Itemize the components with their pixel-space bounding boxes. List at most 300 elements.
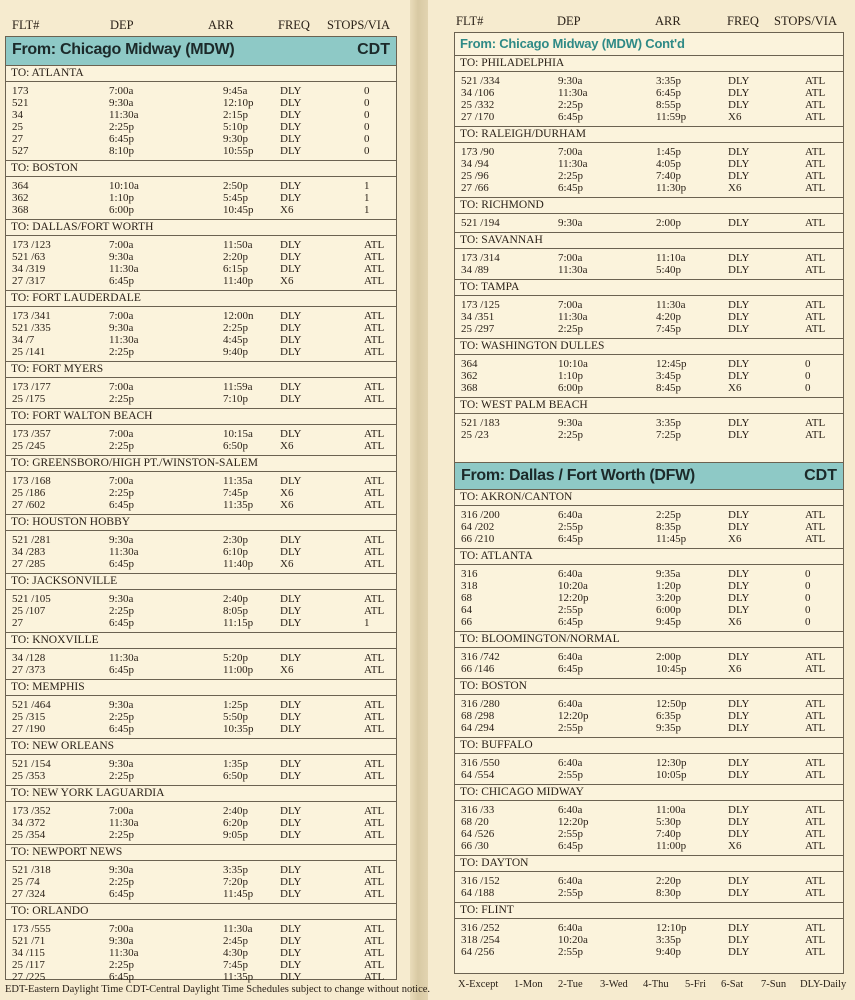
stops-via: ATL	[805, 111, 826, 123]
flight-row	[6, 805, 396, 817]
frequency: DLY	[728, 521, 750, 533]
stops-via: ATL	[805, 182, 826, 194]
departure-time: 9:30a	[109, 322, 134, 334]
departure-time: 7:00a	[558, 146, 583, 158]
frequency: DLY	[280, 393, 302, 405]
stops-via: ATL	[364, 334, 385, 346]
frequency: X6	[280, 440, 294, 452]
frequency: DLY	[280, 605, 302, 617]
destination-header: TO: NEW ORLEANS	[6, 739, 396, 755]
frequency: DLY	[728, 568, 750, 580]
stops-via: ATL	[805, 99, 826, 111]
origin-banner-dfw	[455, 463, 843, 490]
left-sections	[6, 66, 396, 986]
departure-time: 6:40a	[558, 651, 583, 663]
departure-time: 2:25p	[109, 770, 135, 782]
destination-header: TO: NEWPORT NEWS	[6, 845, 396, 861]
origin-zone-dfw: CDT	[804, 467, 837, 484]
arrival-time: 6:20p	[223, 817, 249, 829]
flight-group	[455, 648, 843, 679]
arrival-time: 7:10p	[223, 393, 249, 405]
departure-time: 2:55p	[558, 521, 584, 533]
flight-number: 318 /254	[461, 934, 500, 946]
departure-time: 7:00a	[109, 310, 134, 322]
flight-number: 27	[12, 617, 23, 629]
frequency: DLY	[728, 934, 750, 946]
flight-number: 521 /63	[12, 251, 46, 263]
stops-via: 1	[364, 204, 370, 216]
frequency: DLY	[728, 604, 750, 616]
departure-time: 10:20a	[558, 580, 588, 592]
flight-group	[6, 861, 396, 904]
stops-via: ATL	[805, 158, 826, 170]
flight-row	[6, 534, 396, 546]
flight-number: 27 /285	[12, 558, 46, 570]
destination-header: TO: HOUSTON HOBBY	[6, 515, 396, 531]
flight-row	[6, 192, 396, 204]
departure-time: 6:45p	[558, 663, 584, 675]
departure-time: 6:45p	[109, 558, 135, 570]
schedule-panel-right-bottom	[454, 462, 844, 974]
frequency-legend-item: X-Except	[458, 979, 499, 990]
flight-number: 364	[12, 180, 29, 192]
departure-time: 9:30a	[558, 75, 583, 87]
flight-number: 34 /128	[12, 652, 46, 664]
flight-group	[6, 696, 396, 739]
flight-number: 27 /373	[12, 664, 46, 676]
frequency: DLY	[280, 971, 302, 983]
departure-time: 9:30a	[558, 217, 583, 229]
flight-number: 27 /225	[12, 971, 46, 983]
frequency: X6	[728, 616, 742, 628]
stops-via: 0	[364, 145, 370, 157]
arrival-time: 2:15p	[223, 109, 249, 121]
frequency: X6	[280, 275, 294, 287]
departure-time: 7:00a	[109, 428, 134, 440]
frequency: DLY	[280, 346, 302, 358]
flight-row	[455, 887, 843, 899]
departure-time: 10:10a	[558, 358, 588, 370]
departure-time: 7:00a	[109, 85, 134, 97]
stops-via: ATL	[805, 663, 826, 675]
departure-time: 9:30a	[109, 251, 134, 263]
flight-group	[455, 801, 843, 856]
departure-time: 2:55p	[558, 828, 584, 840]
departure-time: 11:30a	[109, 334, 139, 346]
departure-time: 11:30a	[109, 817, 139, 829]
arrival-time: 7:20p	[223, 876, 249, 888]
departure-time: 2:25p	[558, 323, 584, 335]
frequency: DLY	[280, 699, 302, 711]
arrival-time: 5:30p	[656, 816, 682, 828]
flight-row	[6, 381, 396, 393]
frequency: DLY	[280, 546, 302, 558]
col-freq: FREQ	[727, 14, 759, 28]
stops-via: ATL	[805, 887, 826, 899]
flight-row	[6, 180, 396, 192]
stops-via: ATL	[364, 475, 385, 487]
flight-number: 316 /200	[461, 509, 500, 521]
departure-time: 2:25p	[109, 121, 135, 133]
arrival-time: 7:40p	[656, 170, 682, 182]
arrival-time: 5:20p	[223, 652, 249, 664]
flight-number: 27 /317	[12, 275, 46, 287]
origin-banner	[6, 37, 396, 66]
arrival-time: 3:35p	[223, 864, 249, 876]
flight-row	[455, 828, 843, 840]
frequency: DLY	[728, 769, 750, 781]
flight-group	[455, 695, 843, 738]
flight-row	[6, 617, 396, 629]
departure-time: 9:30a	[109, 758, 134, 770]
frequency: DLY	[728, 710, 750, 722]
frequency: DLY	[280, 758, 302, 770]
flight-number: 34 /351	[461, 311, 495, 323]
flight-row	[455, 592, 843, 604]
flight-number: 34 /89	[461, 264, 489, 276]
arrival-time: 5:45p	[223, 192, 249, 204]
stops-via: 0	[805, 358, 811, 370]
arrival-time: 1:45p	[656, 146, 682, 158]
frequency: DLY	[280, 121, 302, 133]
flight-row	[455, 299, 843, 311]
stops-via: ATL	[805, 311, 826, 323]
frequency: DLY	[280, 805, 302, 817]
flight-group	[6, 802, 396, 845]
departure-time: 6:45p	[109, 499, 135, 511]
destination-header: TO: RICHMOND	[455, 198, 843, 214]
departure-time: 6:40a	[558, 875, 583, 887]
col-stops: STOPS/VIA	[327, 18, 390, 32]
arrival-time: 2:30p	[223, 534, 249, 546]
flight-row	[6, 817, 396, 829]
departure-time: 11:30a	[109, 947, 139, 959]
frequency: DLY	[728, 757, 750, 769]
flight-group	[455, 919, 843, 961]
footer-legend-left: EDT-Eastern Daylight Time CDT-Central Daylight Time Schedules subject to change without notice.	[5, 984, 431, 995]
frequency: DLY	[728, 804, 750, 816]
arrival-time: 9:05p	[223, 829, 249, 841]
flight-row	[6, 770, 396, 782]
flight-row	[455, 75, 843, 87]
frequency: X6	[728, 840, 742, 852]
flight-number: 66	[461, 616, 472, 628]
arrival-time: 10:15a	[223, 428, 253, 440]
stops-via: ATL	[805, 417, 826, 429]
flight-number: 34 /94	[461, 158, 489, 170]
col-dep: DEP	[557, 14, 581, 28]
arrival-time: 2:40p	[223, 805, 249, 817]
destination-header: TO: BOSTON	[6, 161, 396, 177]
flight-row	[6, 699, 396, 711]
flight-number: 521 /71	[12, 935, 46, 947]
frequency: DLY	[728, 264, 750, 276]
departure-time: 6:40a	[558, 698, 583, 710]
arrival-time: 2:40p	[223, 593, 249, 605]
arrival-time: 7:25p	[656, 429, 682, 441]
stops-via: ATL	[364, 558, 385, 570]
frequency: X6	[280, 499, 294, 511]
flight-row	[6, 652, 396, 664]
flight-group	[455, 506, 843, 549]
col-freq: FREQ	[278, 18, 310, 32]
arrival-time: 11:59p	[656, 111, 687, 123]
departure-time: 1:10p	[109, 192, 135, 204]
departure-time: 7:00a	[109, 239, 134, 251]
stops-via: ATL	[805, 816, 826, 828]
flight-number: 25 /175	[12, 393, 46, 405]
arrival-time: 4:45p	[223, 334, 249, 346]
flight-number: 521 /183	[461, 417, 500, 429]
arrival-time: 11:30a	[656, 299, 686, 311]
arrival-time: 3:35p	[656, 417, 682, 429]
stops-via: ATL	[364, 534, 385, 546]
arrival-time: 5:40p	[656, 264, 682, 276]
departure-time: 11:30a	[558, 87, 588, 99]
departure-time: 9:30a	[109, 699, 134, 711]
flight-row	[455, 252, 843, 264]
departure-time: 2:25p	[558, 99, 584, 111]
departure-time: 2:25p	[109, 393, 135, 405]
flight-number: 25 /117	[12, 959, 45, 971]
flight-number: 34 /283	[12, 546, 46, 558]
frequency: DLY	[280, 923, 302, 935]
flight-row	[6, 829, 396, 841]
stops-via: 0	[805, 592, 811, 604]
destination-header: TO: ATLANTA	[6, 66, 396, 82]
departure-time: 2:25p	[109, 346, 135, 358]
flight-number: 64 /188	[461, 887, 495, 899]
flight-number: 173 /314	[461, 252, 500, 264]
flight-number: 64 /526	[461, 828, 495, 840]
flight-group	[455, 754, 843, 785]
destination-header: TO: KNOXVILLE	[6, 633, 396, 649]
flight-row	[6, 923, 396, 935]
flight-group	[455, 214, 843, 233]
flight-row	[6, 133, 396, 145]
flight-row	[455, 946, 843, 958]
flight-row	[455, 417, 843, 429]
departure-time: 12:20p	[558, 816, 589, 828]
stops-via: 0	[364, 133, 370, 145]
frequency: DLY	[280, 876, 302, 888]
frequency: DLY	[728, 370, 750, 382]
flight-row	[455, 580, 843, 592]
stops-via: 0	[805, 370, 811, 382]
frequency: DLY	[728, 99, 750, 111]
frequency: DLY	[280, 133, 302, 145]
frequency: X6	[280, 487, 294, 499]
departure-time: 1:10p	[558, 370, 584, 382]
flight-row	[6, 428, 396, 440]
flight-row	[455, 698, 843, 710]
flight-row	[6, 239, 396, 251]
flight-row	[455, 604, 843, 616]
stops-via: ATL	[364, 876, 385, 888]
departure-time: 2:25p	[558, 170, 584, 182]
flight-row	[6, 758, 396, 770]
flight-row	[6, 605, 396, 617]
frequency: DLY	[728, 323, 750, 335]
stops-via: ATL	[805, 87, 826, 99]
frequency: DLY	[280, 180, 302, 192]
flight-number: 25 /315	[12, 711, 46, 723]
flight-group	[6, 531, 396, 574]
col-stops: STOPS/VIA	[774, 14, 837, 28]
stops-via: ATL	[364, 758, 385, 770]
arrival-time: 2:50p	[223, 180, 249, 192]
flight-row	[455, 710, 843, 722]
stops-via: ATL	[805, 922, 826, 934]
arrival-time: 11:35a	[223, 475, 253, 487]
flight-row	[6, 85, 396, 97]
departure-time: 2:55p	[558, 946, 584, 958]
frequency-legend-item: 5-Fri	[685, 979, 706, 990]
flight-row	[6, 145, 396, 157]
flight-number: 27 /66	[461, 182, 489, 194]
col-flt: FLT#	[456, 14, 484, 28]
arrival-time: 2:20p	[223, 251, 249, 263]
flight-row	[6, 440, 396, 452]
frequency: DLY	[280, 888, 302, 900]
departure-time: 6:40a	[558, 757, 583, 769]
arrival-time: 11:45p	[223, 888, 254, 900]
frequency: X6	[728, 663, 742, 675]
arrival-time: 9:30p	[223, 133, 249, 145]
flight-group	[6, 82, 396, 161]
frequency: DLY	[280, 817, 302, 829]
flight-number: 64 /256	[461, 946, 495, 958]
frequency: DLY	[280, 947, 302, 959]
stops-via: ATL	[805, 804, 826, 816]
flight-number: 173 /341	[12, 310, 51, 322]
flight-row	[455, 568, 843, 580]
arrival-time: 11:00p	[223, 664, 254, 676]
frequency: DLY	[728, 429, 750, 441]
stops-via: ATL	[364, 923, 385, 935]
departure-time: 6:45p	[558, 840, 584, 852]
frequency-legend-item: 7-Sun	[761, 979, 787, 990]
frequency: DLY	[280, 711, 302, 723]
stops-via: ATL	[364, 239, 385, 251]
flight-row	[455, 311, 843, 323]
flight-number: 521 /105	[12, 593, 51, 605]
arrival-time: 10:05p	[656, 769, 687, 781]
frequency: DLY	[728, 217, 750, 229]
frequency: DLY	[728, 722, 750, 734]
flight-number: 173 /168	[12, 475, 51, 487]
flight-row	[6, 346, 396, 358]
flight-row	[455, 370, 843, 382]
flight-number: 521	[12, 97, 29, 109]
arrival-time: 11:00a	[656, 804, 686, 816]
flight-number: 521 /281	[12, 534, 51, 546]
flight-number: 25 /297	[461, 323, 495, 335]
arrival-time: 11:30a	[223, 923, 253, 935]
schedule-panel-right-top	[454, 32, 844, 464]
stops-via: ATL	[364, 322, 385, 334]
stops-via: ATL	[364, 652, 385, 664]
origin-zone: CDT	[357, 41, 390, 58]
departure-time: 9:30a	[109, 935, 134, 947]
flight-number: 173 /357	[12, 428, 51, 440]
frequency: DLY	[728, 299, 750, 311]
departure-time: 2:55p	[558, 769, 584, 781]
flight-number: 362	[461, 370, 478, 382]
flight-number: 316 /550	[461, 757, 500, 769]
flight-row	[455, 87, 843, 99]
departure-time: 11:30a	[109, 652, 139, 664]
right-page	[428, 0, 855, 1000]
flight-row	[455, 99, 843, 111]
flight-row	[455, 816, 843, 828]
flight-number: 316 /33	[461, 804, 495, 816]
frequency: DLY	[280, 959, 302, 971]
stops-via: ATL	[805, 146, 826, 158]
arrival-time: 11:59a	[223, 381, 253, 393]
departure-time: 2:55p	[558, 722, 584, 734]
stops-via: ATL	[364, 487, 385, 499]
flight-row	[6, 558, 396, 570]
flight-row	[6, 959, 396, 971]
arrival-time: 9:35p	[656, 722, 682, 734]
flight-number: 25 /332	[461, 99, 495, 111]
frequency: DLY	[728, 698, 750, 710]
departure-time: 8:10p	[109, 145, 135, 157]
flight-row	[455, 769, 843, 781]
arrival-time: 8:45p	[656, 382, 682, 394]
destination-header: TO: SAVANNAH	[455, 233, 843, 249]
flight-row	[455, 429, 843, 441]
flight-row	[455, 663, 843, 675]
col-dep: DEP	[110, 18, 134, 32]
flight-number: 27	[12, 133, 23, 145]
frequency: DLY	[728, 887, 750, 899]
arrival-time: 4:20p	[656, 311, 682, 323]
stops-via: ATL	[805, 651, 826, 663]
flight-number: 25	[12, 121, 23, 133]
destination-header: TO: FORT LAUDERDALE	[6, 291, 396, 307]
flight-row	[455, 875, 843, 887]
flight-number: 521 /464	[12, 699, 51, 711]
frequency: DLY	[280, 864, 302, 876]
arrival-time: 2:25p	[656, 509, 682, 521]
stops-via: ATL	[364, 440, 385, 452]
frequency-legend-item: 3-Wed	[600, 979, 628, 990]
flight-number: 318	[461, 580, 478, 592]
departure-time: 7:00a	[109, 923, 134, 935]
arrival-time: 11:40p	[223, 558, 254, 570]
flight-number: 27 /170	[461, 111, 495, 123]
destination-header: TO: WASHINGTON DULLES	[455, 339, 843, 355]
flight-number: 64 /554	[461, 769, 495, 781]
arrival-time: 2:25p	[223, 322, 249, 334]
departure-time: 12:20p	[558, 592, 589, 604]
departure-time: 2:25p	[109, 440, 135, 452]
frequency: X6	[728, 182, 742, 194]
arrival-time: 10:45p	[223, 204, 254, 216]
flight-number: 527	[12, 145, 29, 157]
arrival-time: 6:35p	[656, 710, 682, 722]
flight-group	[455, 565, 843, 632]
destination-header: TO: CHICAGO MIDWAY	[455, 785, 843, 801]
flight-number: 66 /210	[461, 533, 495, 545]
stops-via: ATL	[364, 829, 385, 841]
right-sections-b	[455, 490, 843, 961]
arrival-time: 6:10p	[223, 546, 249, 558]
flight-number: 68	[461, 592, 472, 604]
departure-time: 7:00a	[558, 252, 583, 264]
